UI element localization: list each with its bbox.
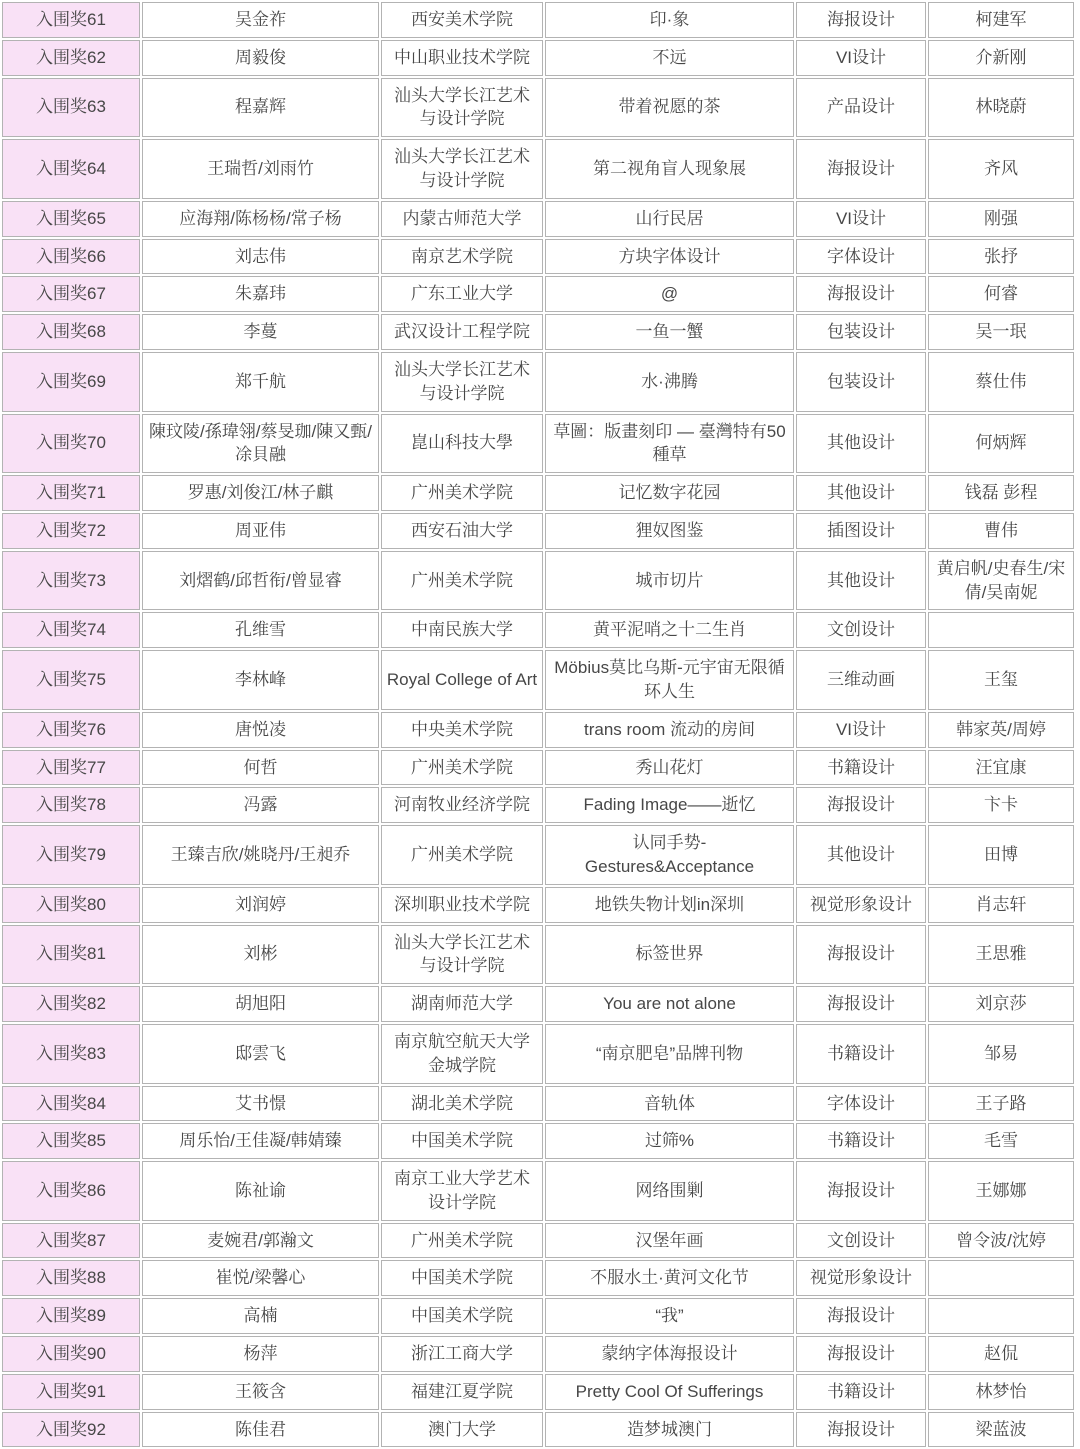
instructor-cell: 何睿	[928, 276, 1074, 312]
school-cell: Royal College of Art	[381, 650, 543, 710]
title-cell: 秀山花灯	[545, 750, 794, 786]
instructor-cell: 林梦怡	[928, 1374, 1074, 1410]
category-cell: 海报设计	[796, 1336, 926, 1372]
award-cell: 入围奖74	[2, 612, 140, 648]
instructor-cell	[928, 612, 1074, 648]
table-row	[2, 78, 1074, 138]
author-cell: 吴金祚	[142, 2, 379, 38]
award-cell: 入围奖67	[2, 276, 140, 312]
school-cell: 内蒙古师范大学	[381, 201, 543, 237]
category-cell: 海报设计	[796, 1412, 926, 1448]
award-cell: 入围奖88	[2, 1260, 140, 1296]
award-cell: 入围奖82	[2, 986, 140, 1022]
table-row	[2, 239, 1074, 275]
table-row	[2, 40, 1074, 76]
award-cell: 入围奖92	[2, 1412, 140, 1448]
award-cell: 入围奖83	[2, 1024, 140, 1084]
table-row	[2, 612, 1074, 648]
category-cell: 包装设计	[796, 314, 926, 350]
category-cell: 其他设计	[796, 551, 926, 611]
category-cell: 海报设计	[796, 787, 926, 823]
author-cell: 陈祉谕	[142, 1161, 379, 1221]
table-row	[2, 825, 1074, 885]
award-cell: 入围奖75	[2, 650, 140, 710]
school-cell: 汕头大学长江艺术与设计学院	[381, 139, 543, 199]
award-cell: 入围奖73	[2, 551, 140, 611]
award-cell: 入围奖79	[2, 825, 140, 885]
title-cell: Möbius莫比乌斯-元宇宙无限循环人生	[545, 650, 794, 710]
instructor-cell: 介新刚	[928, 40, 1074, 76]
author-cell: 陳玟陵/孫瑋翎/蔡旻珈/陳又甄/凃貝融	[142, 414, 379, 474]
instructor-cell	[928, 1298, 1074, 1334]
author-cell: 陈佳君	[142, 1412, 379, 1448]
instructor-cell: 赵侃	[928, 1336, 1074, 1372]
category-cell: 书籍设计	[796, 750, 926, 786]
school-cell: 中山职业技术学院	[381, 40, 543, 76]
award-cell: 入围奖86	[2, 1161, 140, 1221]
table-row	[2, 2, 1074, 38]
title-cell: 不远	[545, 40, 794, 76]
title-cell: trans room 流动的房间	[545, 712, 794, 748]
school-cell: 河南牧业经济学院	[381, 787, 543, 823]
school-cell: 武汉设计工程学院	[381, 314, 543, 350]
author-cell: 刘润婷	[142, 887, 379, 923]
instructor-cell: 钱磊 彭程	[928, 475, 1074, 511]
instructor-cell: 汪宜康	[928, 750, 1074, 786]
instructor-cell: 邹易	[928, 1024, 1074, 1084]
category-cell: 文创设计	[796, 612, 926, 648]
category-cell: 三维动画	[796, 650, 926, 710]
author-cell: 李蔓	[142, 314, 379, 350]
title-cell: 第二视角盲人现象展	[545, 139, 794, 199]
title-cell: 草圖：版畫刻印 — 臺灣特有50種草	[545, 414, 794, 474]
author-cell: 刘熠鹤/邱哲衔/曾显睿	[142, 551, 379, 611]
author-cell: 崔悦/梁馨心	[142, 1260, 379, 1296]
school-cell: 广州美术学院	[381, 825, 543, 885]
category-cell: 视觉形象设计	[796, 887, 926, 923]
category-cell: 海报设计	[796, 139, 926, 199]
instructor-cell: 何炳辉	[928, 414, 1074, 474]
award-cell: 入围奖89	[2, 1298, 140, 1334]
school-cell: 西安石油大学	[381, 513, 543, 549]
category-cell: 文创设计	[796, 1223, 926, 1259]
category-cell: 海报设计	[796, 2, 926, 38]
school-cell: 湖北美术学院	[381, 1086, 543, 1122]
table-row	[2, 475, 1074, 511]
category-cell: 海报设计	[796, 986, 926, 1022]
school-cell: 澳门大学	[381, 1412, 543, 1448]
category-cell: 书籍设计	[796, 1374, 926, 1410]
instructor-cell: 王玺	[928, 650, 1074, 710]
instructor-cell: 卞卡	[928, 787, 1074, 823]
instructor-cell: 曹伟	[928, 513, 1074, 549]
table-row	[2, 1298, 1074, 1334]
title-cell: 标签世界	[545, 925, 794, 985]
table-row	[2, 139, 1074, 199]
school-cell: 广州美术学院	[381, 750, 543, 786]
category-cell: 产品设计	[796, 78, 926, 138]
title-cell: 造梦城澳门	[545, 1412, 794, 1448]
school-cell: 崑山科技大學	[381, 414, 543, 474]
table-row	[2, 276, 1074, 312]
author-cell: 麦婉君/郭瀚文	[142, 1223, 379, 1259]
table-row	[2, 787, 1074, 823]
instructor-cell: 肖志轩	[928, 887, 1074, 923]
author-cell: 邸雲飞	[142, 1024, 379, 1084]
award-cell: 入围奖77	[2, 750, 140, 786]
school-cell: 中南民族大学	[381, 612, 543, 648]
table-row	[2, 1260, 1074, 1296]
category-cell: VI设计	[796, 201, 926, 237]
table-row	[2, 1024, 1074, 1084]
instructor-cell: 吴一珉	[928, 314, 1074, 350]
school-cell: 广州美术学院	[381, 475, 543, 511]
author-cell: 周毅俊	[142, 40, 379, 76]
instructor-cell: 梁蓝波	[928, 1412, 1074, 1448]
title-cell: 记忆数字花园	[545, 475, 794, 511]
award-cell: 入围奖91	[2, 1374, 140, 1410]
table-row	[2, 986, 1074, 1022]
author-cell: 冯露	[142, 787, 379, 823]
school-cell: 深圳职业技术学院	[381, 887, 543, 923]
title-cell: 城市切片	[545, 551, 794, 611]
table-row	[2, 414, 1074, 474]
title-cell: 过筛%	[545, 1123, 794, 1159]
table-row	[2, 551, 1074, 611]
category-cell: 书籍设计	[796, 1024, 926, 1084]
instructor-cell: 韩家英/周婷	[928, 712, 1074, 748]
instructor-cell: 黄启帆/史春生/宋倩/吴南妮	[928, 551, 1074, 611]
table-row	[2, 1412, 1074, 1448]
title-cell: 地铁失物计划in深圳	[545, 887, 794, 923]
school-cell: 浙江工商大学	[381, 1336, 543, 1372]
awards-table-body	[2, 2, 1074, 1447]
table-row	[2, 887, 1074, 923]
title-cell: 认同手势-Gestures&Acceptance	[545, 825, 794, 885]
award-cell: 入围奖76	[2, 712, 140, 748]
title-cell: You are not alone	[545, 986, 794, 1022]
title-cell: Pretty Cool Of Sufferings	[545, 1374, 794, 1410]
school-cell: 中国美术学院	[381, 1298, 543, 1334]
title-cell: 一鱼一蟹	[545, 314, 794, 350]
award-cell: 入围奖90	[2, 1336, 140, 1372]
award-cell: 入围奖63	[2, 78, 140, 138]
instructor-cell: 王思雅	[928, 925, 1074, 985]
table-row	[2, 1223, 1074, 1259]
award-cell: 入围奖64	[2, 139, 140, 199]
author-cell: 胡旭阳	[142, 986, 379, 1022]
award-cell: 入围奖61	[2, 2, 140, 38]
title-cell: 音轨体	[545, 1086, 794, 1122]
table-row	[2, 1336, 1074, 1372]
category-cell: 海报设计	[796, 925, 926, 985]
category-cell: 字体设计	[796, 1086, 926, 1122]
table-row	[2, 314, 1074, 350]
category-cell: 其他设计	[796, 825, 926, 885]
instructor-cell: 毛雪	[928, 1123, 1074, 1159]
category-cell: 其他设计	[796, 414, 926, 474]
category-cell: 书籍设计	[796, 1123, 926, 1159]
author-cell: 程嘉辉	[142, 78, 379, 138]
school-cell: 福建江夏学院	[381, 1374, 543, 1410]
award-cell: 入围奖81	[2, 925, 140, 985]
author-cell: 周乐怡/王佳凝/韩婧臻	[142, 1123, 379, 1159]
award-cell: 入围奖66	[2, 239, 140, 275]
title-cell: Fading Image——逝忆	[545, 787, 794, 823]
school-cell: 汕头大学长江艺术与设计学院	[381, 78, 543, 138]
table-row	[2, 352, 1074, 412]
instructor-cell: 齐风	[928, 139, 1074, 199]
instructor-cell: 林晓蔚	[928, 78, 1074, 138]
instructor-cell: 田博	[928, 825, 1074, 885]
title-cell: 不服水土·黄河文化节	[545, 1260, 794, 1296]
author-cell: 周亚伟	[142, 513, 379, 549]
award-cell: 入围奖62	[2, 40, 140, 76]
school-cell: 南京航空航天大学金城学院	[381, 1024, 543, 1084]
author-cell: 李林峰	[142, 650, 379, 710]
title-cell: 蒙纳字体海报设计	[545, 1336, 794, 1372]
title-cell: “南京肥皂”品牌刊物	[545, 1024, 794, 1084]
award-cell: 入围奖69	[2, 352, 140, 412]
title-cell: “我”	[545, 1298, 794, 1334]
table-row	[2, 1123, 1074, 1159]
author-cell: 唐悦凌	[142, 712, 379, 748]
table-row	[2, 201, 1074, 237]
school-cell: 中国美术学院	[381, 1123, 543, 1159]
title-cell: 印·象	[545, 2, 794, 38]
author-cell: 刘志伟	[142, 239, 379, 275]
instructor-cell	[928, 1260, 1074, 1296]
title-cell: 山行民居	[545, 201, 794, 237]
title-cell: 方块字体设计	[545, 239, 794, 275]
author-cell: 郑千航	[142, 352, 379, 412]
author-cell: 刘彬	[142, 925, 379, 985]
instructor-cell: 蔡仕伟	[928, 352, 1074, 412]
school-cell: 南京艺术学院	[381, 239, 543, 275]
category-cell: 视觉形象设计	[796, 1260, 926, 1296]
author-cell: 孔维雪	[142, 612, 379, 648]
instructor-cell: 柯建军	[928, 2, 1074, 38]
category-cell: 字体设计	[796, 239, 926, 275]
award-cell: 入围奖72	[2, 513, 140, 549]
table-row	[2, 1374, 1074, 1410]
school-cell: 湖南师范大学	[381, 986, 543, 1022]
instructor-cell: 刚强	[928, 201, 1074, 237]
award-cell: 入围奖65	[2, 201, 140, 237]
award-cell: 入围奖87	[2, 1223, 140, 1259]
table-row	[2, 925, 1074, 985]
award-cell: 入围奖70	[2, 414, 140, 474]
award-cell: 入围奖68	[2, 314, 140, 350]
school-cell: 西安美术学院	[381, 2, 543, 38]
school-cell: 汕头大学长江艺术与设计学院	[381, 925, 543, 985]
title-cell: @	[545, 276, 794, 312]
author-cell: 王臻吉欣/姚晓丹/王昶乔	[142, 825, 379, 885]
table-row	[2, 750, 1074, 786]
table-row	[2, 650, 1074, 710]
author-cell: 杨萍	[142, 1336, 379, 1372]
table-row	[2, 1161, 1074, 1221]
award-cell: 入围奖80	[2, 887, 140, 923]
category-cell: 海报设计	[796, 1298, 926, 1334]
school-cell: 广东工业大学	[381, 276, 543, 312]
title-cell: 狸奴图鉴	[545, 513, 794, 549]
author-cell: 高楠	[142, 1298, 379, 1334]
author-cell: 艾书憬	[142, 1086, 379, 1122]
title-cell: 黄平泥哨之十二生肖	[545, 612, 794, 648]
author-cell: 朱嘉玮	[142, 276, 379, 312]
school-cell: 南京工业大学艺术设计学院	[381, 1161, 543, 1221]
award-cell: 入围奖84	[2, 1086, 140, 1122]
table-row	[2, 712, 1074, 748]
title-cell: 带着祝愿的茶	[545, 78, 794, 138]
category-cell: 其他设计	[796, 475, 926, 511]
instructor-cell: 王子路	[928, 1086, 1074, 1122]
category-cell: VI设计	[796, 40, 926, 76]
award-cell: 入围奖85	[2, 1123, 140, 1159]
instructor-cell: 刘京莎	[928, 986, 1074, 1022]
instructor-cell: 曾令波/沈婷	[928, 1223, 1074, 1259]
school-cell: 广州美术学院	[381, 551, 543, 611]
school-cell: 广州美术学院	[381, 1223, 543, 1259]
category-cell: VI设计	[796, 712, 926, 748]
school-cell: 中国美术学院	[381, 1260, 543, 1296]
author-cell: 应海翔/陈杨杨/常子杨	[142, 201, 379, 237]
award-cell: 入围奖78	[2, 787, 140, 823]
title-cell: 水·沸腾	[545, 352, 794, 412]
author-cell: 何哲	[142, 750, 379, 786]
title-cell: 网络围剿	[545, 1161, 794, 1221]
author-cell: 王瑞哲/刘雨竹	[142, 139, 379, 199]
table-row	[2, 1086, 1074, 1122]
award-cell: 入围奖71	[2, 475, 140, 511]
category-cell: 海报设计	[796, 1161, 926, 1221]
instructor-cell: 王娜娜	[928, 1161, 1074, 1221]
category-cell: 包装设计	[796, 352, 926, 412]
author-cell: 王筱含	[142, 1374, 379, 1410]
category-cell: 海报设计	[796, 276, 926, 312]
instructor-cell: 张抒	[928, 239, 1074, 275]
author-cell: 罗惠/刘俊江/林子麒	[142, 475, 379, 511]
school-cell: 汕头大学长江艺术与设计学院	[381, 352, 543, 412]
category-cell: 插图设计	[796, 513, 926, 549]
title-cell: 汉堡年画	[545, 1223, 794, 1259]
school-cell: 中央美术学院	[381, 712, 543, 748]
table-row	[2, 513, 1074, 549]
